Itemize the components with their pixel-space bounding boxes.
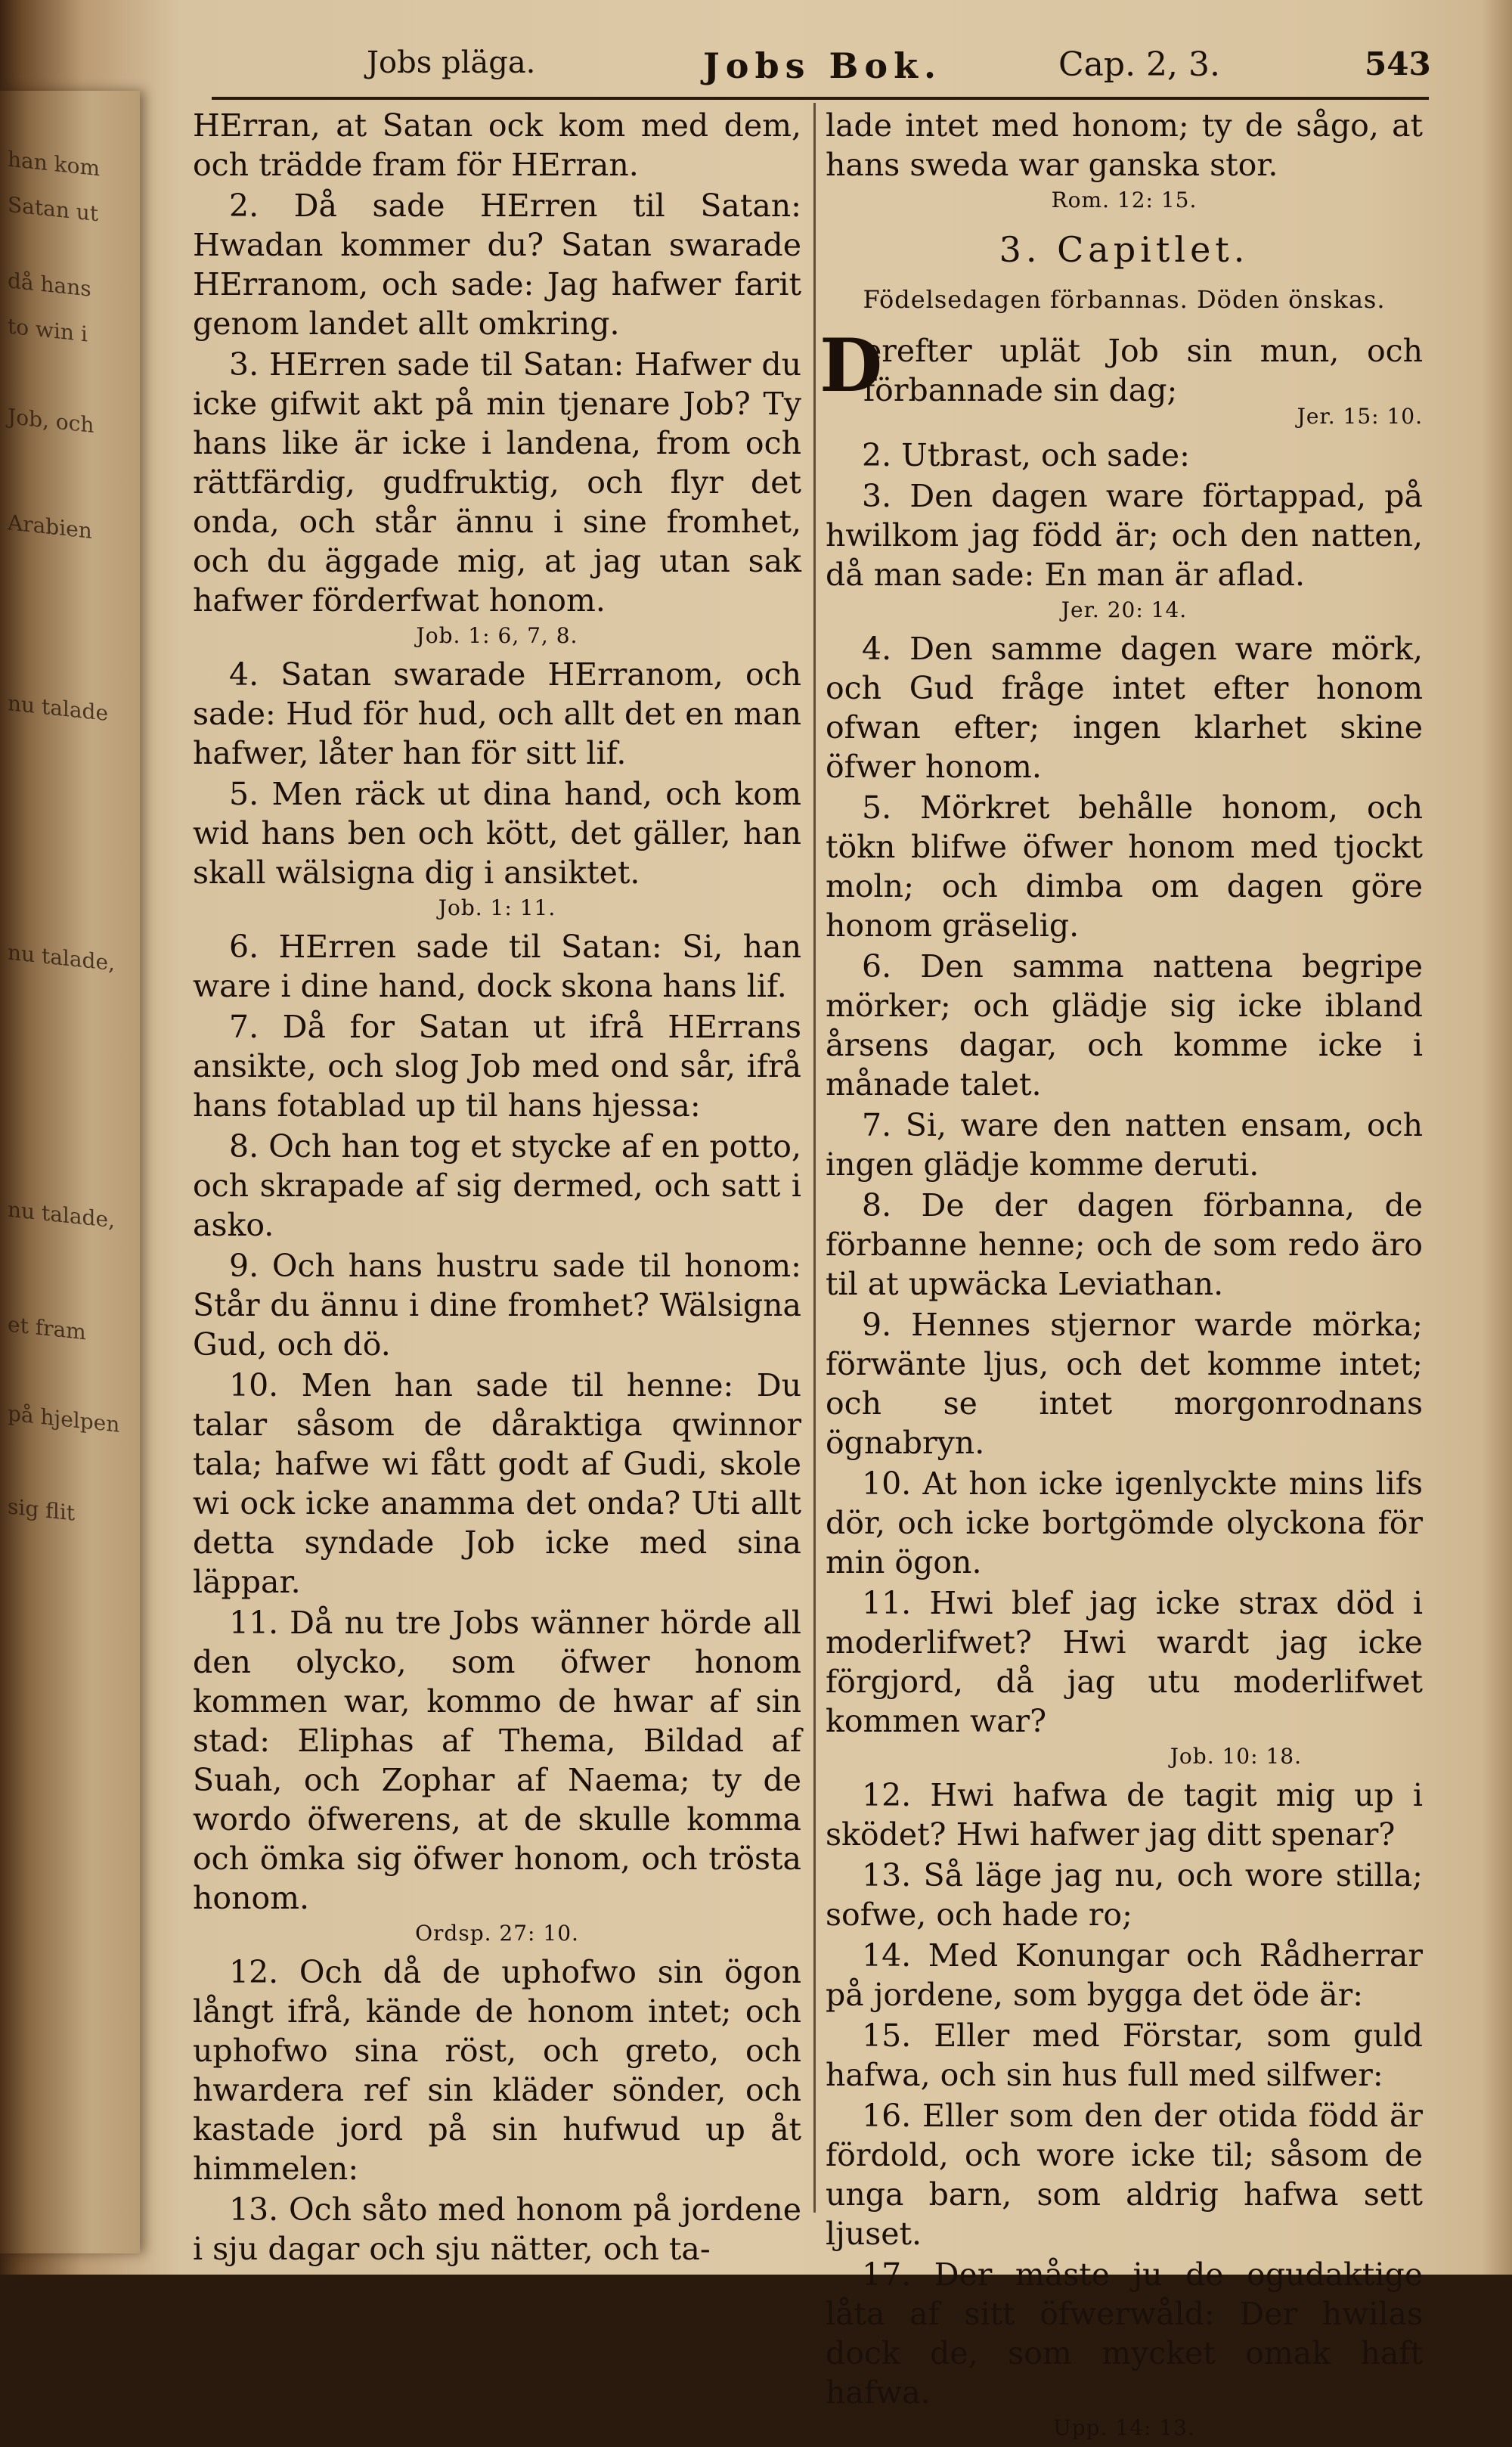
verse: 12. Och då de uphofwo sin ögon långt ifrå, kände de honom intet; och uphofwo sina röst, och greto, och hwardera ref sin kläder sönder, och kastade jord på sin hufwud up åt himmelen:	[193, 1954, 801, 2187]
verse: 13. Så läge jag nu, och wore stilla; sofwe, och hade ro;	[826, 1857, 1423, 1933]
verse: 9. Hennes stjernor warde mörka; förwänte ljus, och det komme intet; och se intet morgonrodnans ögnabryn.	[826, 1307, 1423, 1461]
verse: 8. Och han tog et stycke af en potto, och skrapade af sig dermed, och satt i asko.	[193, 1128, 801, 1243]
verse: 17. Der måste ju de ogudaktige låta af sitt öfwerwåld: Der hwilas dock de, som mycket omak haft hafwa.	[826, 2256, 1423, 2411]
verse: 2. Utbrast, och sade:	[862, 437, 1190, 473]
margin-fragment: på hjelpen	[8, 1400, 120, 1437]
cross-reference: Rom. 12: 15.	[1051, 188, 1198, 212]
verse: 10. Men han sade til henne: Du talar såsom de dåraktiga qwinnor tala; hafwe wi fått godt af Gudi, skole wi ock icke anamma det onda? Uti allt detta syndade Job icke med sina läppar.	[193, 1367, 801, 1600]
verse: 6. HErren sade til Satan: Si, han ware i dine hand, dock skona hans lif.	[193, 929, 801, 1004]
running-title: Jobs pläga.	[367, 45, 536, 80]
verse: 7. Då for Satan ut ifrå HErrans ansikte, och slog Job med ond sår, ifrå hans fotablad up til hans hjessa:	[193, 1009, 801, 1124]
page-number: 543	[1365, 45, 1431, 82]
margin-fragment: nu talade,	[8, 1196, 115, 1233]
chapter-summary: Födelsedagen förbannas. Döden önskas.	[863, 285, 1386, 314]
previous-page-edge	[0, 91, 140, 2253]
verse: 5. Mörkret behålle honom, och tökn blifwe öfwer honom med tjockt moln; och dimba om dagen göre honom gräselig.	[826, 789, 1423, 944]
verse-continuation: HErran, at Satan ock kom med dem, och trädde fram för HErran.	[193, 107, 801, 183]
cross-reference: Jer. 20: 14.	[1061, 597, 1188, 622]
verse: 4. Satan swarade HErranom, och sade: Hud för hud, och allt det en man hafwer, låter han för sitt lif.	[193, 656, 801, 771]
chapter-heading: 3. Capitlet.	[999, 229, 1250, 270]
verse-text: erefter uplät Job sin mun, och förbannade sin dag;	[863, 333, 1423, 408]
verse-continuation: lade intet med honom; ty de sågo, at hans sweda war ganska stor.	[826, 107, 1423, 183]
margin-fragment: Satan ut	[8, 191, 99, 227]
verse: 11. Hwi blef jag icke strax död i moderlifwet? Hwi wardt jag icke förgjord, då jag utu moderlifwet kommen war?	[826, 1585, 1423, 1739]
margin-fragment: sig flit	[8, 1493, 76, 1526]
verse: 3. HErren sade til Satan: Hafwer du icke gifwit akt på min tjenare Job? Ty hans like är icke i landena, from och rättfärdig, gudfruktig, och flyr det onda, och står ännu i sine fromhet, och du äggade mig, at jag utan sak hafwer förderfwat honom.	[193, 346, 801, 619]
verse: 15. Eller med Förstar, som guld hafwa, och sin hus full med silfwer:	[826, 2017, 1423, 2093]
cross-reference: Upp. 14: 13.	[1053, 2415, 1195, 2440]
cross-reference: Job. 1: 11.	[438, 895, 556, 920]
verse: 6. Den samma nattena begripe mörker; och glädje sig icke ibland årsens dagar, och komme icke i månade talet.	[826, 948, 1423, 1103]
right-column-verses	[826, 436, 1423, 2442]
verse: 2. Då sade HErren til Satan: Hwadan kommer du? Satan swarade HErranom, och sade: Jag hafwer farit genom landet allt omkring.	[193, 188, 801, 342]
verse-first	[820, 323, 1423, 410]
margin-fragment: nu talade	[8, 690, 109, 726]
column-divider	[813, 103, 816, 2213]
verse: 14. Med Konungar och Rådherrar på jordene, som bygga det öde är:	[826, 1937, 1423, 2013]
chapter-reference: Cap. 2, 3.	[1058, 45, 1220, 84]
margin-fragment: et fram	[8, 1311, 86, 1345]
cross-reference: Jer. 15: 10.	[1297, 404, 1423, 429]
header-rule	[212, 97, 1429, 100]
verse: 9. Och hans hustru sade til honom: Står du ännu i dine fromhet? Wälsigna Gud, och dö.	[193, 1248, 801, 1363]
right-column-top	[826, 106, 1423, 215]
verse: 8. De der dagen förbanna, de förbanne henne; och de som redo äro til at upwäcka Leviathan.	[826, 1187, 1423, 1302]
verse: 13. Och såto med honom på jordene i sju dagar och sju nätter, och ta-	[193, 2191, 801, 2267]
cross-reference: Ordsp. 27: 10.	[415, 1921, 579, 1946]
verse: 16. Eller som den der otida född är fördold, och wore icke til; såsom de unga barn, som aldrig hafwa sett ljuset.	[826, 2098, 1423, 2252]
verse: 7. Si, ware den natten ensam, och ingen glädje komme deruti.	[826, 1107, 1423, 1183]
verse: 5. Men räck ut dina hand, och kom wid hans ben och kött, det gäller, han skall wälsigna dig i ansiktet.	[193, 776, 801, 891]
cross-reference: Job. 1: 6, 7, 8.	[416, 623, 578, 648]
left-column	[193, 106, 801, 2270]
margin-fragment: Arabien	[8, 510, 92, 544]
verse: 11. Då nu tre Jobs wänner hörde all den olycko, som öfwer honom kommen war, kommo de hwar af sin stad: Eliphas af Thema, Bildad af Suah, och Zophar af Naema; ty de wordo öfwerens, at de skulle komma och ömka sig öfwer honom, och trösta honom.	[193, 1605, 801, 1916]
drop-cap: D	[820, 323, 883, 408]
verse: 12. Hwi hafwa de tagit mig up i sködet? Hwi hafwer jag ditt spenar?	[826, 1777, 1423, 1853]
right-column	[820, 106, 1423, 2447]
verse: 3. Den dagen ware förtappad, på hwilkom jag född är; och den natten, då man sade: En man är aflad.	[826, 478, 1423, 593]
page-header	[189, 30, 1429, 98]
margin-fragment: to win i	[8, 313, 88, 347]
verse: 10. At hon icke igenlyckte mins lifs dör, och icke bortgömde olyckona för min ögon.	[826, 1465, 1423, 1580]
margin-fragment: då hans	[8, 268, 91, 302]
verse: 4. Den samme dagen ware mörk, och Gud fråge intet efter honom ofwan efter; ingen klarhet skine öfwer honom.	[826, 631, 1423, 785]
margin-fragment: nu talade,	[8, 939, 115, 976]
margin-fragment: han kom	[8, 146, 101, 181]
cross-reference: Job. 10: 18.	[1170, 1744, 1302, 1769]
book-title: Jobs Bok.	[703, 45, 942, 86]
margin-fragment: Job, och	[8, 403, 94, 439]
